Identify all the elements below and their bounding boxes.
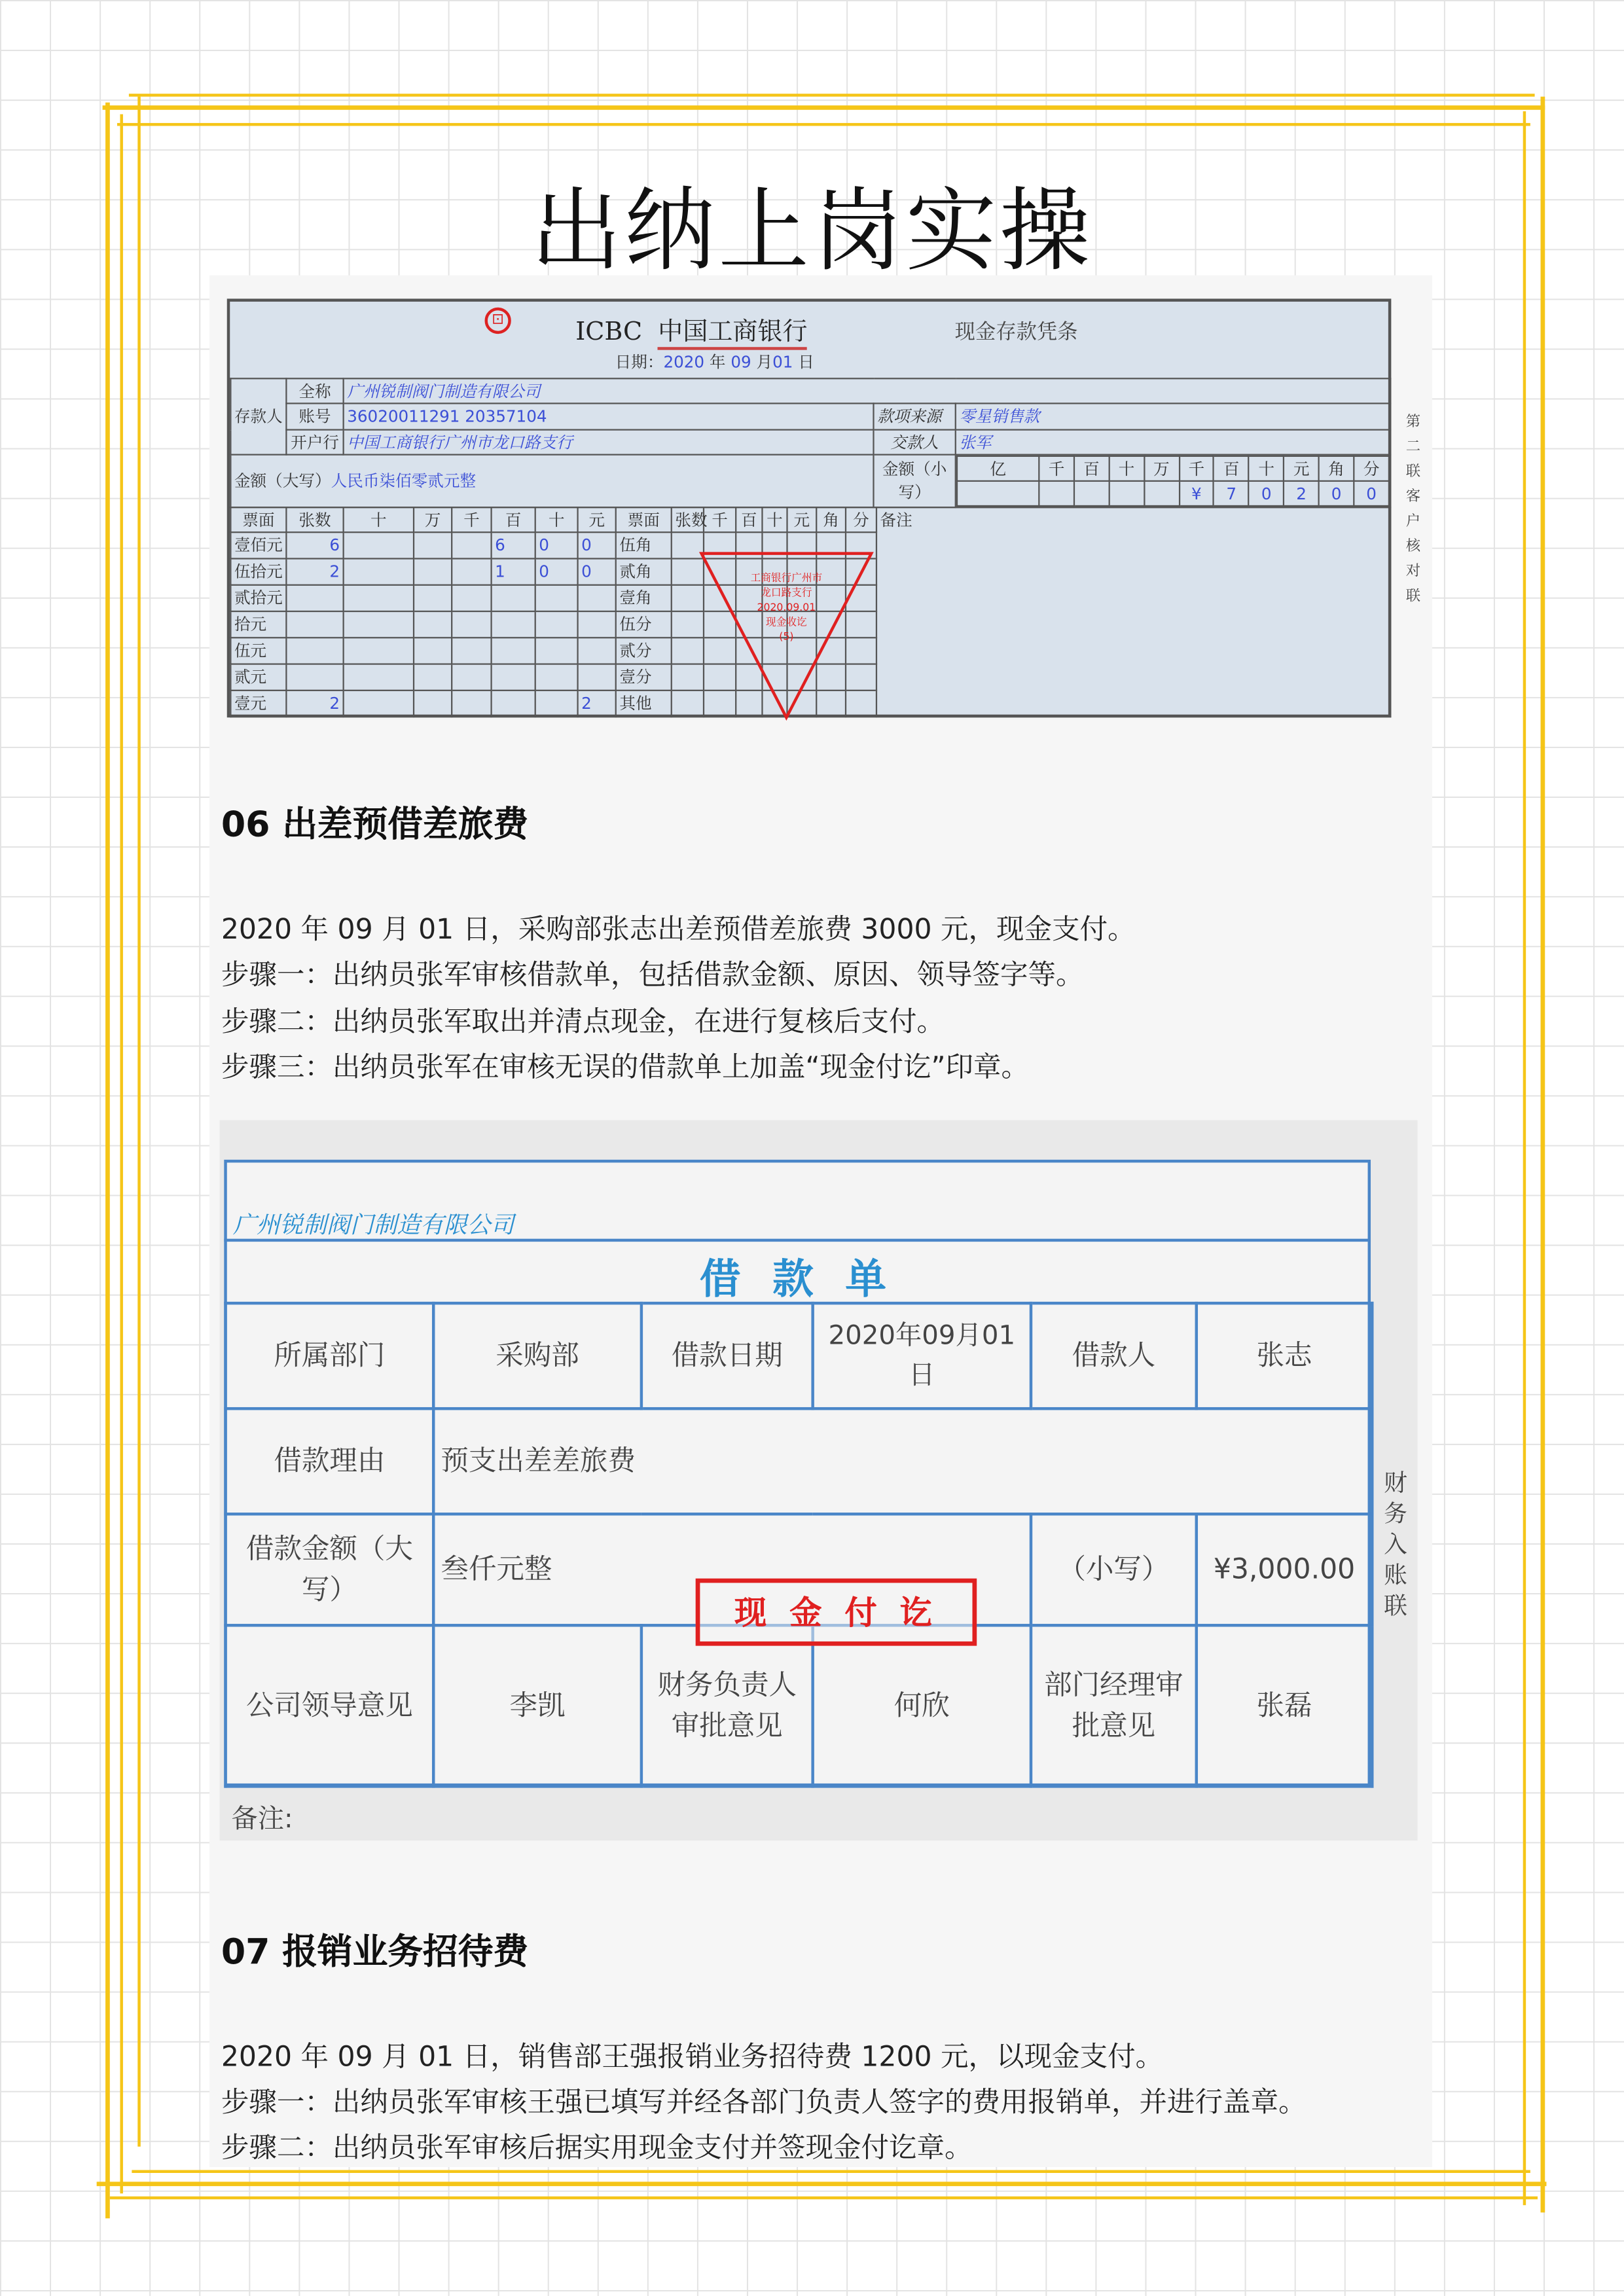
- amount-digit: 0: [1319, 481, 1354, 506]
- source-label: 款项来源: [873, 403, 955, 429]
- denom-header: 十: [535, 507, 578, 532]
- denom-digit: [452, 611, 491, 637]
- denom-header: 千: [704, 507, 736, 532]
- section-07-line: 2020 年 09 月 01 日，销售部王强报销业务招待费 1200 元，以现金支付。: [221, 2041, 1164, 2073]
- amount-unit: 千: [1039, 456, 1074, 481]
- denom-digit: 0: [535, 532, 578, 558]
- denom-count: [286, 611, 343, 637]
- denom-header: 张数: [286, 507, 343, 532]
- frame-line: [137, 97, 140, 2147]
- denom-digit: [414, 585, 452, 611]
- denom-digit: [535, 611, 578, 637]
- slip-side-note: 第二联 客户核对联: [1405, 414, 1421, 605]
- frame-line: [1523, 111, 1526, 2205]
- denom-digit: 0: [535, 558, 578, 584]
- bank-label: 开户行: [286, 430, 343, 455]
- denom-digit: [414, 558, 452, 584]
- loan-company: 广州锐制阀门制造有限公司: [232, 1211, 514, 1239]
- amount-digit: [1039, 481, 1074, 506]
- section-06-line: 步骤一：出纳员张军审核借款单，包括借款金额、原因、领导签字等。: [221, 959, 1084, 992]
- denom-digit: [414, 664, 452, 691]
- depositor-table: [230, 378, 1391, 508]
- loan-title: 借 款 单: [699, 1255, 895, 1304]
- amount-unit: 百: [1214, 456, 1249, 481]
- cash-deposit-slip: [227, 298, 1392, 717]
- denom-label: 壹佰元: [230, 532, 286, 558]
- source-value: 零星销售款: [956, 403, 1390, 429]
- loan-date-label: 借款日期: [641, 1303, 813, 1408]
- denom-digit: [578, 664, 616, 691]
- frame-line: [110, 2197, 1538, 2199]
- denom-count: 2: [286, 558, 343, 584]
- denom-header: 角: [816, 507, 846, 532]
- leader-label: 公司领导意见: [226, 1625, 434, 1786]
- reason-label: 借款理由: [226, 1408, 434, 1514]
- frame-line: [105, 103, 110, 2219]
- denom-digit: [452, 637, 491, 664]
- denom-header: 票面: [230, 507, 286, 532]
- amount-digit-grid: [956, 456, 1390, 507]
- amount-digit: [957, 481, 1039, 506]
- loan-date-value: 2020年09月01日: [813, 1303, 1031, 1408]
- denom-label: 拾元: [230, 611, 286, 637]
- amount-unit: 万: [1144, 456, 1179, 481]
- denom-digit: [344, 637, 414, 664]
- manager-label: 部门经理审批意见: [1031, 1625, 1197, 1786]
- denom-digit: 6: [492, 532, 535, 558]
- denom-header: 十: [344, 507, 414, 532]
- denom-digit: [535, 691, 578, 717]
- section-06-line: 2020 年 09 月 01 日，采购部张志出差预借差旅费 3000 元，现金支付。: [221, 914, 1136, 946]
- denom-header: 万: [414, 507, 452, 532]
- denom-header: 百: [736, 507, 762, 532]
- leader-value: 李凯: [433, 1625, 641, 1786]
- denom-label-2: 贰角: [616, 558, 672, 584]
- denom-digit: [344, 532, 414, 558]
- denom-digit: [492, 637, 535, 664]
- denom-header: 张数: [672, 507, 704, 532]
- loan-form: [224, 1160, 1371, 1787]
- denom-label: 贰元: [230, 664, 286, 691]
- amount-unit: 百: [1074, 456, 1109, 481]
- denom-digit: [414, 691, 452, 717]
- amount-digit: 0: [1249, 481, 1284, 506]
- loan-side-note: 财务入账联: [1384, 1468, 1407, 1620]
- section-07-line: 步骤一：出纳员张军审核王强已填写并经各部门负责人签字的费用报销单，并进行盖章。: [221, 2087, 1307, 2119]
- bank-stamp-text: 工商银行广州市 龙口路支行 2020.09.01 现金收讫 (5): [750, 572, 823, 643]
- denom-digit: [452, 558, 491, 584]
- denom-count: [286, 637, 343, 664]
- frame-line: [129, 94, 1535, 96]
- denom-digit: 0: [578, 558, 616, 584]
- denom-digit: 0: [578, 532, 616, 558]
- denom-digit: [344, 611, 414, 637]
- denom-label-2: 壹分: [616, 664, 672, 691]
- denom-label: 伍拾元: [230, 558, 286, 584]
- form-title: 现金存款凭条: [954, 320, 1078, 344]
- frame-line: [103, 105, 1545, 110]
- denom-label-2: 伍分: [616, 611, 672, 637]
- denom-header: 十: [762, 507, 787, 532]
- denom-digit: [452, 532, 491, 558]
- section-07-heading: 07 报销业务招待费: [221, 1931, 529, 1973]
- denom-digit: [535, 585, 578, 611]
- denom-label-2: 伍角: [616, 532, 672, 558]
- denom-digit: [492, 691, 535, 717]
- page-title: 出纳上岗实操: [530, 177, 1094, 285]
- icbc-logo-icon: ⊡: [485, 308, 511, 334]
- borrower-label: 借款人: [1031, 1303, 1197, 1408]
- amount-unit: 元: [1284, 456, 1318, 481]
- section-07-line: 步骤二：出纳员张军审核后据实用现金支付并签现金付讫章。: [221, 2132, 973, 2164]
- frame-line: [132, 2170, 1530, 2173]
- denom-count: 2: [286, 691, 343, 717]
- amount-digit: 2: [1284, 481, 1318, 506]
- amount-digit: 7: [1214, 481, 1249, 506]
- cash-paid-stamp: 现 金 付 讫: [696, 1579, 977, 1646]
- amount-unit: 分: [1354, 456, 1389, 481]
- remark-cell: 备注: [876, 507, 1390, 717]
- account-label: 账号: [286, 403, 343, 429]
- borrower-value: 张志: [1197, 1303, 1372, 1408]
- full-name-label: 全称: [286, 378, 343, 403]
- denom-label-2: 贰分: [616, 637, 672, 664]
- denom-label-2: 壹角: [616, 585, 672, 611]
- frame-line: [120, 115, 122, 2194]
- denom-digit: [452, 585, 491, 611]
- bank-name: ICBC 中国工商银行: [575, 310, 807, 347]
- denom-header: 千: [452, 507, 491, 532]
- amount-unit: 亿: [957, 456, 1039, 481]
- denom-digit: [452, 691, 491, 717]
- section-06-line: 步骤三：出纳员张军在审核无误的借款单上加盖“现金付讫”印章。: [221, 1051, 1030, 1084]
- denom-header: 元: [787, 507, 816, 532]
- frame-line: [117, 123, 1530, 126]
- finance-label: 财务负责人审批意见: [641, 1625, 813, 1786]
- denom-header: 分: [846, 507, 876, 532]
- amount-small-value: ¥3,000.00: [1197, 1514, 1372, 1625]
- amount-digit: ¥: [1179, 481, 1214, 506]
- amount-words: 金额（大写）人民币柒佰零贰元整: [230, 455, 873, 508]
- denom-digit: [535, 664, 578, 691]
- denom-digit: [344, 585, 414, 611]
- denom-digit: 2: [578, 691, 616, 717]
- amount-unit: 十: [1249, 456, 1284, 481]
- amount-small-label: 金额（小写）: [873, 455, 955, 508]
- reason-value: 预支出差差旅费: [433, 1408, 1372, 1514]
- slip-date: 日期：2020 年 09 月01 日: [615, 353, 814, 372]
- account-value: 36020011291 20357104: [344, 403, 874, 429]
- denom-digit: [492, 585, 535, 611]
- finance-value: 何欣: [813, 1625, 1031, 1786]
- frame-line: [97, 2181, 1547, 2186]
- denom-label: 贰拾元: [230, 585, 286, 611]
- dept-value: 采购部: [433, 1303, 641, 1408]
- denom-digit: [535, 637, 578, 664]
- depositor-label: 存款人: [230, 378, 286, 454]
- full-name-value: 广州锐制阀门制造有限公司: [344, 378, 1391, 403]
- denom-digit: [452, 664, 491, 691]
- amount-digit: [1074, 481, 1109, 506]
- amount-words-value: 叁仟元整: [433, 1514, 1031, 1625]
- denom-digit: [578, 611, 616, 637]
- denom-header: 元: [578, 507, 616, 532]
- manager-value: 张磊: [1197, 1625, 1372, 1786]
- amount-digit: [1144, 481, 1179, 506]
- amount-unit: 十: [1109, 456, 1144, 481]
- denom-count: 6: [286, 532, 343, 558]
- denom-label-2: 其他: [616, 691, 672, 717]
- denom-count: [286, 664, 343, 691]
- amount-digit: [1109, 481, 1144, 506]
- amount-words-label: 借款金额（大写）: [226, 1514, 434, 1625]
- denom-digit: [414, 637, 452, 664]
- section-06-heading: 06 出差预借差旅费: [221, 804, 529, 845]
- amount-unit: 角: [1319, 456, 1354, 481]
- denom-label: 壹元: [230, 691, 286, 717]
- denom-digit: [414, 611, 452, 637]
- denom-digit: [344, 691, 414, 717]
- frame-line: [1541, 97, 1545, 2213]
- denom-digit: [414, 532, 452, 558]
- denom-digit: [578, 637, 616, 664]
- loan-table: [224, 1302, 1373, 1788]
- loan-remark-label: 备注:: [231, 1804, 293, 1835]
- denom-digit: 1: [492, 558, 535, 584]
- payer-value: 张军: [956, 430, 1390, 455]
- denom-header: 票面: [616, 507, 672, 532]
- section-06-line: 步骤二：出纳员张军取出并清点现金，在进行复核后支付。: [221, 1005, 945, 1039]
- denom-digit: [344, 664, 414, 691]
- denom-digit: [344, 558, 414, 584]
- dept-label: 所属部门: [226, 1303, 434, 1408]
- amount-digit: 0: [1354, 481, 1389, 506]
- denom-digit: [492, 664, 535, 691]
- bank-value: 中国工商银行广州市龙口路支行: [344, 430, 874, 455]
- denom-label: 伍元: [230, 637, 286, 664]
- denom-count: [286, 585, 343, 611]
- amount-small-label: （小写）: [1031, 1514, 1197, 1625]
- denom-digit: [492, 611, 535, 637]
- denom-digit: [578, 585, 616, 611]
- amount-unit: 千: [1179, 456, 1214, 481]
- payer-label: 交款人: [873, 430, 955, 455]
- denom-header: 百: [492, 507, 535, 532]
